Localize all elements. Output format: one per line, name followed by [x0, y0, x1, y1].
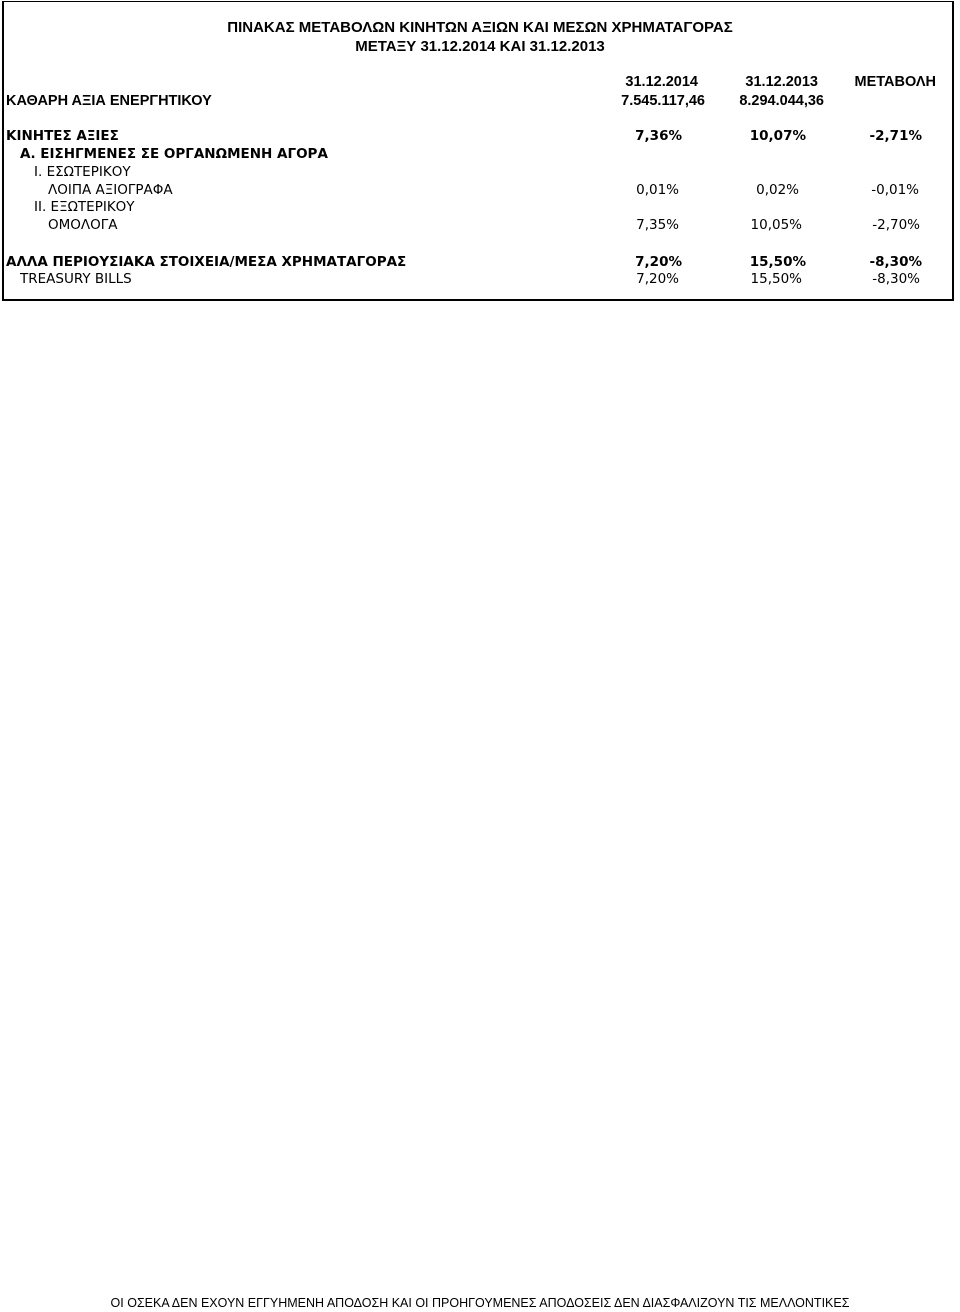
- page-title: ΠΙΝΑΚΑΣ ΜΕΤΑΒΟΛΩΝ ΚΙΝΗΤΩΝ ΑΞΙΩΝ ΚΑΙ ΜΕΣΩΝ ΧΡΗΜΑΤΑΓΟΡΑΣ: [227, 19, 733, 36]
- column-header-2013: 31.12.2013: [745, 74, 818, 90]
- row-value-2013: 10,07%: [749, 128, 806, 144]
- row-label: ΟΜΟΛΟΓΑ: [48, 217, 118, 233]
- row-label: ΑΛΛΑ ΠΕΡΙΟΥΣΙΑΚΑ ΣΤΟΙΧΕΙΑ/ΜΕΣΑ ΧΡΗΜΑΤΑΓΟΡΑΣ: [6, 254, 407, 270]
- row-label: TREASURY BILLS: [20, 271, 132, 287]
- column-header-change: ΜΕΤΑΒΟΛΗ: [854, 74, 936, 90]
- row-value-2014: 7,36%: [635, 128, 682, 144]
- row-value-change: -2,71%: [869, 128, 922, 144]
- column-header-2014: 31.12.2014: [625, 74, 698, 90]
- row-value-2014: 7,35%: [636, 217, 679, 233]
- row-value-2014: 7,20%: [635, 254, 682, 270]
- row-value-change: -8,30%: [869, 254, 922, 270]
- page-subtitle: ΜΕΤΑΞΥ 31.12.2014 ΚΑΙ 31.12.2013: [355, 38, 605, 55]
- row-label: Ι. ΕΣΩΤΕΡΙΚΟΥ: [34, 164, 131, 180]
- row-value-2013: 15,50%: [749, 254, 806, 270]
- row-value-change: -8,30%: [872, 271, 920, 287]
- row-value-2014: 7,20%: [636, 271, 679, 287]
- row-value-2013: 0,02%: [756, 182, 799, 198]
- row-label: ΚΙΝΗΤΕΣ ΑΞΙΕΣ: [6, 128, 119, 144]
- row-label: ΛΟΙΠΑ ΑΞΙΟΓΡΑΦΑ: [48, 182, 173, 198]
- row-label: ΙΙ. ΕΞΩΤΕΡΙΚΟΥ: [34, 199, 135, 215]
- row-value-change: -2,70%: [872, 217, 920, 233]
- row-value-change: -0,01%: [871, 182, 919, 198]
- net-asset-value-label: ΚΑΘΑΡΗ ΑΞΙΑ ΕΝΕΡΓΗΤΙΚΟΥ: [6, 93, 212, 109]
- row-value-2014: 0,01%: [636, 182, 679, 198]
- net-asset-value-2014: 7.545.117,46: [621, 93, 705, 109]
- row-value-2013: 10,05%: [750, 217, 802, 233]
- footer-disclaimer: ΟΙ ΟΣΕΚΑ ΔΕΝ ΕΧΟΥΝ ΕΓΓΥΗΜΕΝΗ ΑΠΟΔΟΣΗ ΚΑΙ ΟΙ ΠΡΟΗΓΟΥΜΕΝΕΣ ΑΠΟΔΟΣΕΙΣ ΔΕΝ ΔΙΑΣΦΑΛΙΖΟΥΝ ΤΙΣ ΜΕΛΛΟΝΤΙΚΕΣ: [110, 1296, 850, 1310]
- row-value-2013: 15,50%: [750, 271, 802, 287]
- net-asset-value-2013: 8.294.044,36: [739, 93, 824, 109]
- row-label: Α. ΕΙΣΗΓΜΕΝΕΣ ΣΕ ΟΡΓΑΝΩΜΕΝΗ ΑΓΟΡΑ: [20, 146, 328, 162]
